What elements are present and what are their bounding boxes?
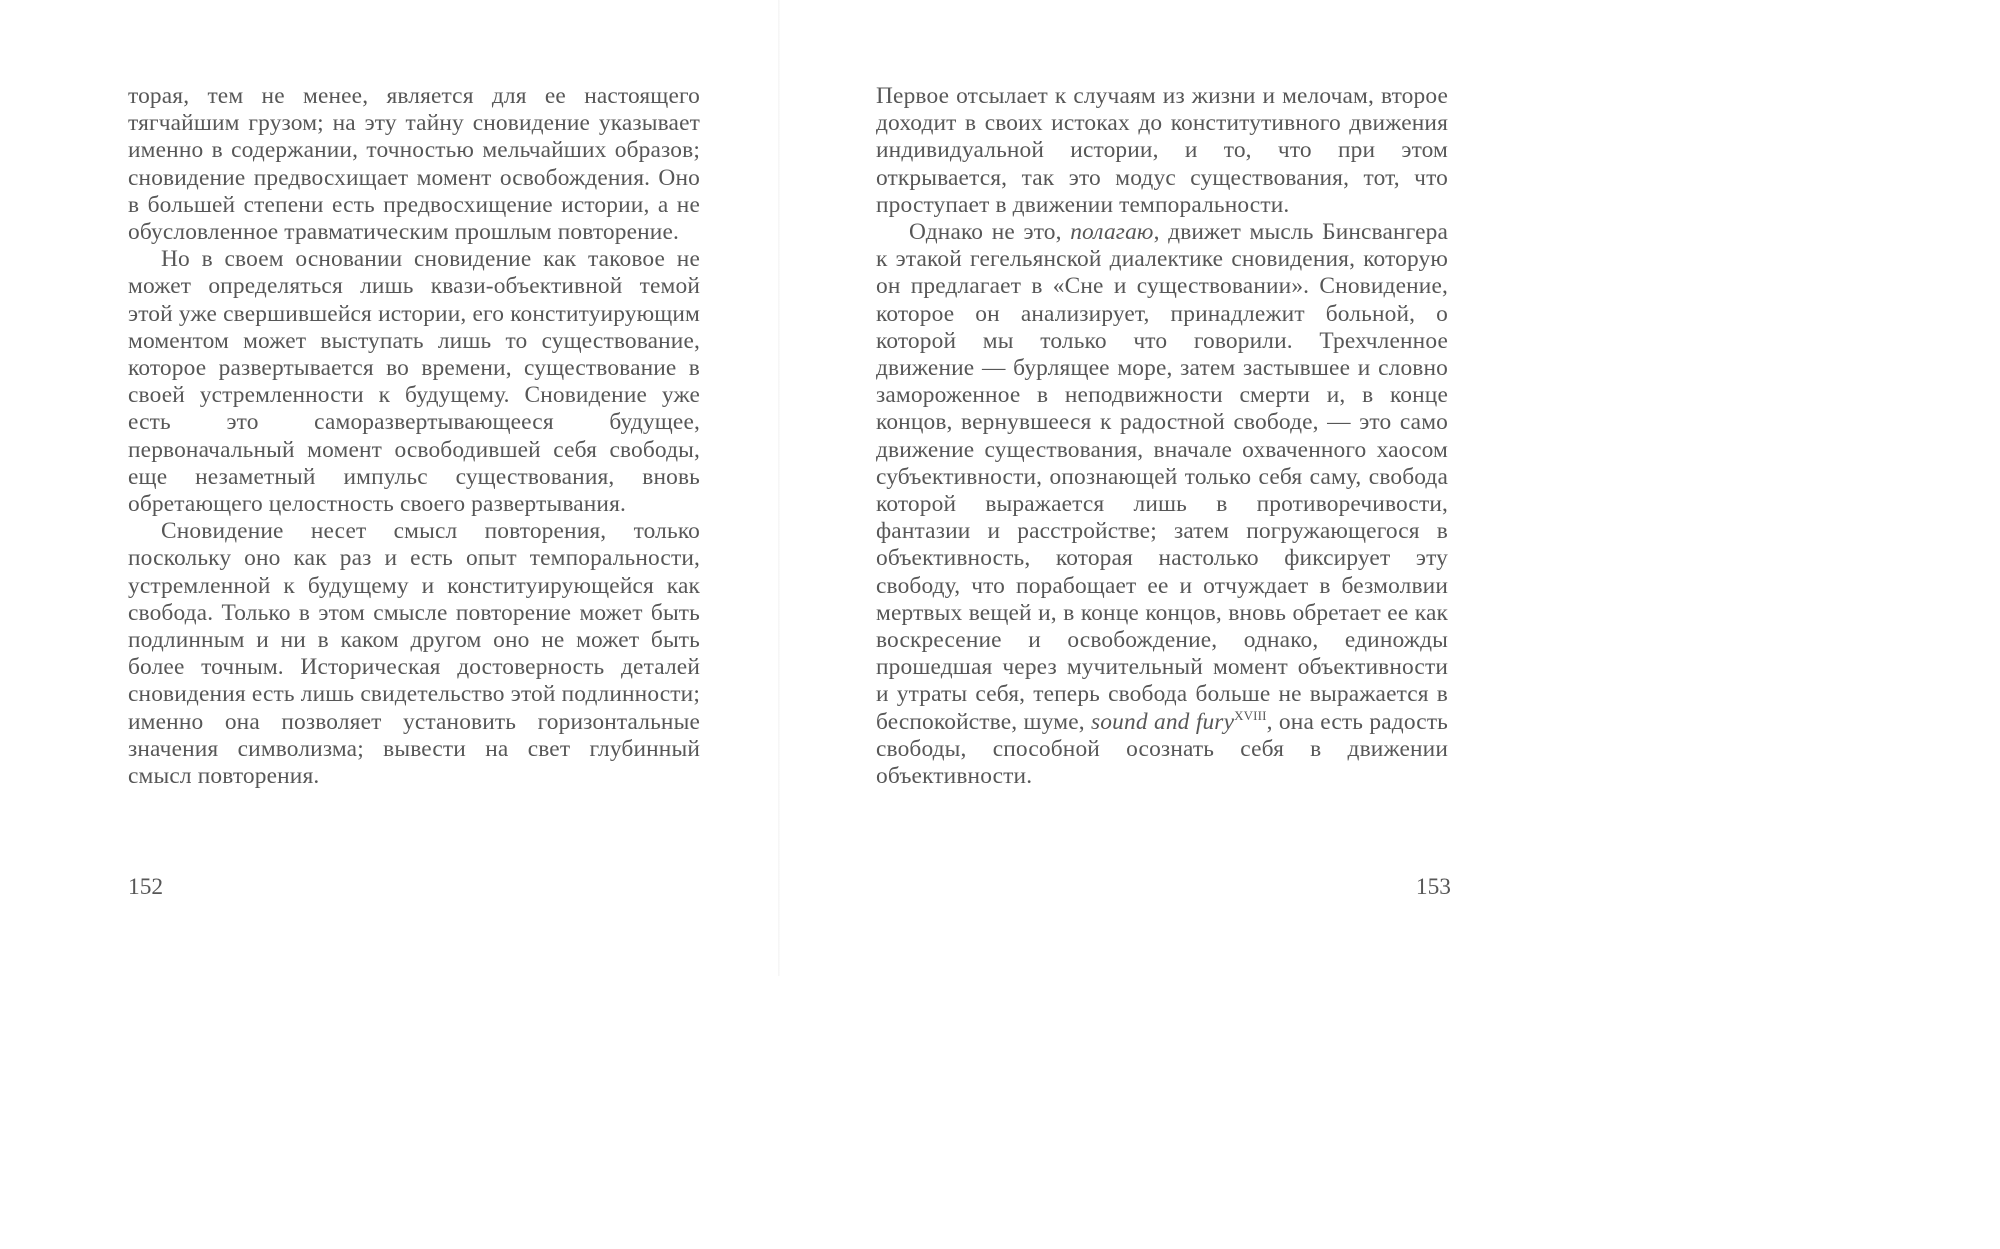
- footnote-marker[interactable]: XVIII: [1234, 707, 1267, 723]
- paragraph: Сновидение несет смысл повторения, только поскольку оно как раз и есть опыт темпоральности, устремленной к будущему и конституирующейся как свобода. Только в этом смысле повторение может быть подлинным и ни в каком другом оно не может быть более точным. Историческая достоверность деталей сновидения есть лишь свидетельство этой подлинности; именно она позволяет установить горизонтальные значения символизма; вывести на свет глубинный смысл повторения.: [128, 518, 700, 790]
- left-page: [0, 0, 780, 976]
- paragraph: Первое отсылает к случаям из жизни и мелочам, второе доходит в своих истоках до конститутивного движения индивидуальной истории, и то, что при этом открывается, так это модус существования, тот, что проступает в движении темпоральности.: [876, 83, 1448, 218]
- right-page-text: [876, 83, 1448, 790]
- page-number-right: 153: [1415, 874, 1451, 900]
- text-run: , движет мысль Бинсвангера к этакой гегельянской диалектике сновидения, которую он предлагает в «Сне и существовании». Сновидение, которое он анализирует, принадлежит больной, о которой мы только что говорили. Трехчленное движение — бурлящее море, затем застывшее и словно замороженное в неподвижности смерти и, в конце концов, вернувшееся к радостной свободе, — это само движение существования, вначале охваченного хаосом субъективности, опознающей только себя саму, свобода которой выражается лишь в противоречивости, фантазии и расстройстве; затем погружающегося в объективность, которая настолько фиксирует эту свободу, что порабощает ее и отчуждает в безмолвии мертвых вещей и, в конце концов, вновь обретает ее как воскресение и освобождение, однако, единожды прошедшая через мучительный момент объективности и утраты себя, теперь свобода больше не выражается в беспокойстве, шуме,: [876, 219, 1448, 735]
- paragraph: Но в своем основании сновидение как таковое не может определяться лишь квази-объективной темой этой уже свершившейся истории, его конституирующим моментом может выступать лишь то существование, которое развертывается во времени, существование в своей устремленности к будущему. Сновидение уже есть это саморазвертывающееся будущее, первоначальный момент освободившей себя свободы, еще незаметный импульс существования, вновь обретающего целостность своего развертывания.: [128, 246, 700, 518]
- text-run: Однако не это,: [909, 219, 1071, 246]
- italic-text: полагаю: [1070, 219, 1154, 246]
- page-number-left: 152: [128, 874, 164, 900]
- left-page-text: [128, 83, 700, 790]
- paragraph: торая, тем не менее, является для ее настоящего тягчайшим грузом; на эту тайну сновидение указывает именно в содержании, точностью мельчайших образов; сновидение предвосхищает момент освобождения. Оно в большей степени есть предвосхищение истории, а не обусловленное травматическим прошлым повторение.: [128, 83, 700, 246]
- right-page: [780, 0, 1560, 976]
- paragraph: [876, 219, 1448, 790]
- italic-text: sound and fury: [1091, 708, 1235, 735]
- text-run: , она есть радость свободы, способной осознать себя в движении объективности.: [876, 708, 1449, 790]
